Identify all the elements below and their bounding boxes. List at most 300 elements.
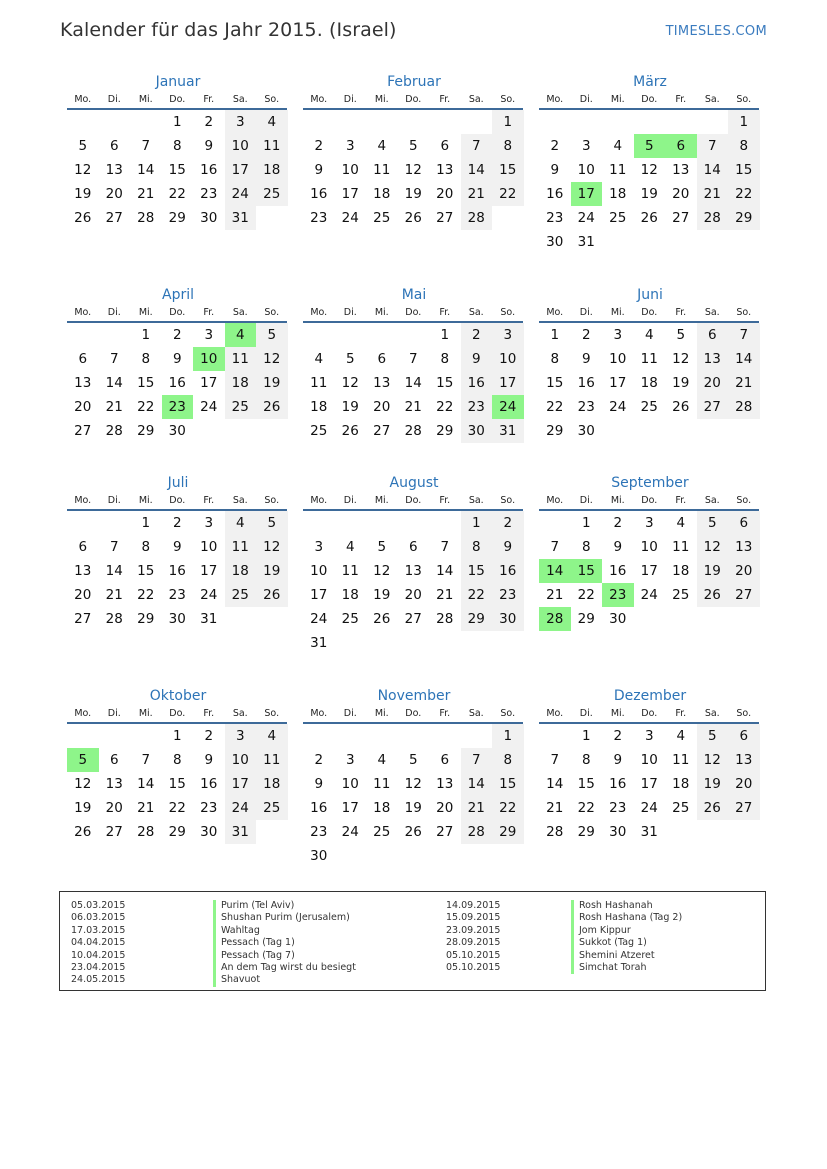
day-cell: 23 bbox=[461, 395, 493, 419]
weekday-label: Di. bbox=[343, 495, 357, 506]
day-cell: 5 bbox=[676, 327, 686, 343]
day-cell: 25 bbox=[672, 587, 690, 603]
holiday-day-cell: 17 bbox=[571, 182, 603, 206]
day-cell: 5 bbox=[408, 752, 418, 768]
day-cell: 30 bbox=[461, 419, 493, 443]
day-cell: 4 bbox=[676, 515, 686, 531]
day-cell: 3 bbox=[345, 138, 355, 154]
day-cell: 2 bbox=[461, 323, 493, 347]
weekday-header bbox=[67, 92, 289, 108]
day-cell: 25 bbox=[225, 583, 257, 607]
day-cell: 19 bbox=[373, 587, 391, 603]
weekday-label: Mo. bbox=[546, 495, 564, 506]
day-cell: 25 bbox=[256, 182, 288, 206]
weekday-label: So. bbox=[500, 495, 516, 506]
day-cell: 13 bbox=[74, 375, 92, 391]
day-cell: 6 bbox=[109, 138, 119, 154]
weekday-label: Fr. bbox=[675, 94, 687, 105]
day-cell: 1 bbox=[492, 724, 524, 748]
holiday-date: 04.04.2015 bbox=[71, 937, 126, 949]
day-cell: 8 bbox=[492, 134, 524, 158]
day-cell: 29 bbox=[137, 423, 155, 439]
weekday-label: Fr. bbox=[439, 708, 451, 719]
day-cell: 17 bbox=[640, 776, 658, 792]
day-cell: 1 bbox=[172, 114, 182, 130]
day-cell: 9 bbox=[492, 535, 524, 559]
weekday-label: Mi. bbox=[610, 94, 625, 105]
day-cell: 25 bbox=[310, 423, 328, 439]
day-cell: 25 bbox=[373, 824, 391, 840]
day-cell: 16 bbox=[577, 375, 595, 391]
day-cell: 24 bbox=[200, 399, 218, 415]
day-cell: 20 bbox=[697, 371, 729, 395]
day-cell: 11 bbox=[256, 748, 288, 772]
holiday-name: Sukkot (Tag 1) bbox=[571, 937, 682, 949]
day-cell: 2 bbox=[492, 511, 524, 535]
day-cell: 4 bbox=[676, 728, 686, 744]
day-cell: 3 bbox=[613, 327, 623, 343]
holiday-date: 17.03.2015 bbox=[71, 924, 126, 936]
day-cell: 13 bbox=[373, 375, 391, 391]
weekday-label: So. bbox=[736, 307, 752, 318]
day-cell: 3 bbox=[204, 327, 214, 343]
day-cell: 17 bbox=[200, 375, 218, 391]
day-cell: 5 bbox=[697, 724, 729, 748]
day-cell: 18 bbox=[373, 186, 391, 202]
day-cell: 12 bbox=[640, 162, 658, 178]
month-name: November bbox=[377, 688, 451, 704]
day-cell: 27 bbox=[728, 583, 760, 607]
weekday-label: So. bbox=[264, 495, 280, 506]
day-cell: 4 bbox=[377, 138, 387, 154]
day-cell: 27 bbox=[436, 210, 454, 226]
day-cell: 2 bbox=[581, 327, 591, 343]
weekday-label: So. bbox=[264, 307, 280, 318]
weekday-label: Do. bbox=[641, 307, 658, 318]
day-cell: 5 bbox=[345, 351, 355, 367]
day-cell: 3 bbox=[644, 728, 654, 744]
holiday-day-cell: 4 bbox=[225, 323, 257, 347]
weekday-header bbox=[303, 493, 525, 509]
day-cell: 26 bbox=[697, 796, 729, 820]
day-cell: 27 bbox=[105, 824, 123, 840]
day-cell: 2 bbox=[172, 327, 182, 343]
day-cell: 30 bbox=[546, 234, 564, 250]
day-cell: 20 bbox=[436, 186, 454, 202]
day-cell: 19 bbox=[697, 772, 729, 796]
day-cell: 28 bbox=[404, 423, 422, 439]
day-cell: 23 bbox=[546, 210, 564, 226]
day-cell: 11 bbox=[341, 563, 359, 579]
day-cell: 17 bbox=[492, 371, 524, 395]
day-cell: 22 bbox=[577, 587, 595, 603]
day-cell: 8 bbox=[172, 138, 182, 154]
day-cell: 17 bbox=[640, 563, 658, 579]
weekday-label: So. bbox=[500, 94, 516, 105]
day-cell: 27 bbox=[672, 210, 690, 226]
weekday-label: Sa. bbox=[468, 708, 484, 719]
day-cell: 19 bbox=[74, 800, 92, 816]
day-cell: 6 bbox=[728, 511, 760, 535]
month-name: Februar bbox=[387, 74, 441, 90]
day-cell: 13 bbox=[105, 776, 123, 792]
holiday-date: 14.09.2015 bbox=[446, 900, 501, 911]
month-name: September bbox=[611, 475, 689, 491]
holiday-day-cell: 14 bbox=[539, 559, 571, 583]
day-cell: 25 bbox=[341, 611, 359, 627]
day-cell: 26 bbox=[256, 395, 288, 419]
day-cell: 16 bbox=[609, 776, 627, 792]
day-cell: 19 bbox=[404, 186, 422, 202]
day-cell: 29 bbox=[137, 611, 155, 627]
day-cell: 13 bbox=[728, 535, 760, 559]
day-cell: 8 bbox=[141, 351, 151, 367]
day-cell: 21 bbox=[137, 186, 155, 202]
day-cell: 9 bbox=[550, 162, 560, 178]
holiday-day-cell: 10 bbox=[193, 347, 225, 371]
weekday-label: Di. bbox=[343, 94, 357, 105]
holiday-day-cell: 24 bbox=[492, 395, 524, 419]
day-cell: 29 bbox=[546, 423, 564, 439]
weekday-label: Fr. bbox=[675, 708, 687, 719]
day-cell: 9 bbox=[314, 776, 324, 792]
day-cell: 6 bbox=[78, 539, 88, 555]
day-cell: 24 bbox=[341, 210, 359, 226]
day-cell: 9 bbox=[172, 351, 182, 367]
day-cell: 14 bbox=[436, 563, 454, 579]
holiday-day-cell: 6 bbox=[665, 134, 697, 158]
month-name: Juli bbox=[167, 475, 189, 491]
day-cell: 22 bbox=[546, 399, 564, 415]
month-divider bbox=[303, 722, 523, 724]
day-cell: 30 bbox=[609, 611, 627, 627]
day-cell: 22 bbox=[168, 800, 186, 816]
day-cell: 10 bbox=[640, 752, 658, 768]
day-cell: 13 bbox=[436, 776, 454, 792]
day-cell: 7 bbox=[550, 539, 560, 555]
weekday-label: Sa. bbox=[232, 495, 248, 506]
day-cell: 24 bbox=[225, 182, 257, 206]
day-cell: 13 bbox=[697, 347, 729, 371]
day-cell: 4 bbox=[613, 138, 623, 154]
day-cell: 3 bbox=[345, 752, 355, 768]
weekday-header bbox=[67, 706, 289, 722]
day-cell: 31 bbox=[577, 234, 595, 250]
day-cell: 28 bbox=[461, 820, 493, 844]
day-cell: 1 bbox=[581, 515, 591, 531]
day-cell: 17 bbox=[609, 375, 627, 391]
day-cell: 29 bbox=[436, 423, 454, 439]
day-cell: 19 bbox=[672, 375, 690, 391]
day-cell: 31 bbox=[492, 419, 524, 443]
day-cell: 24 bbox=[640, 587, 658, 603]
day-cell: 20 bbox=[105, 800, 123, 816]
day-cell: 1 bbox=[461, 511, 493, 535]
day-cell: 13 bbox=[728, 748, 760, 772]
day-cell: 22 bbox=[168, 186, 186, 202]
weekday-label: So. bbox=[500, 307, 516, 318]
day-cell: 1 bbox=[550, 327, 560, 343]
weekday-header bbox=[303, 92, 525, 108]
day-cell: 28 bbox=[728, 395, 760, 419]
day-cell: 2 bbox=[613, 515, 623, 531]
day-cell: 28 bbox=[697, 206, 729, 230]
holiday-dates-right bbox=[446, 900, 500, 974]
day-cell: 27 bbox=[728, 796, 760, 820]
day-cell: 21 bbox=[137, 800, 155, 816]
day-cell: 18 bbox=[310, 399, 328, 415]
weekday-label: Mo. bbox=[546, 307, 564, 318]
day-cell: 17 bbox=[341, 186, 359, 202]
day-cell: 14 bbox=[461, 772, 493, 796]
day-cell: 24 bbox=[310, 611, 328, 627]
day-cell: 22 bbox=[436, 399, 454, 415]
day-cell: 7 bbox=[550, 752, 560, 768]
day-cell: 8 bbox=[141, 539, 151, 555]
month-name: Oktober bbox=[149, 688, 207, 704]
day-cell: 10 bbox=[492, 347, 524, 371]
day-cell: 6 bbox=[697, 323, 729, 347]
day-cell: 15 bbox=[137, 563, 155, 579]
day-cell: 7 bbox=[109, 351, 119, 367]
day-cell: 28 bbox=[461, 206, 493, 230]
weekday-label: Do. bbox=[169, 708, 186, 719]
day-cell: 7 bbox=[408, 351, 418, 367]
day-cell: 12 bbox=[404, 162, 422, 178]
day-cell: 14 bbox=[461, 158, 493, 182]
day-cell: 26 bbox=[404, 824, 422, 840]
holiday-date: 23.04.2015 bbox=[71, 961, 126, 973]
day-cell: 13 bbox=[436, 162, 454, 178]
day-cell: 24 bbox=[225, 796, 257, 820]
day-cell: 5 bbox=[256, 511, 288, 535]
weekday-label: Mi. bbox=[610, 307, 625, 318]
day-cell: 5 bbox=[697, 511, 729, 535]
site-link[interactable]: TIMESLES.COM bbox=[665, 24, 767, 39]
weekday-label: Di. bbox=[579, 94, 593, 105]
month-name: Januar bbox=[155, 74, 201, 90]
weekday-label: Mo. bbox=[546, 708, 564, 719]
day-cell: 21 bbox=[546, 587, 564, 603]
holiday-date: 15.09.2015 bbox=[446, 912, 501, 924]
weekday-label: Mi. bbox=[374, 495, 389, 506]
weekday-label: Mi. bbox=[610, 708, 625, 719]
page-title: Kalender für das Jahr 2015. (Israel) bbox=[60, 19, 397, 41]
day-cell: 15 bbox=[577, 776, 595, 792]
day-cell: 11 bbox=[225, 347, 257, 371]
day-cell: 5 bbox=[408, 138, 418, 154]
day-cell: 6 bbox=[78, 351, 88, 367]
day-cell: 18 bbox=[672, 776, 690, 792]
day-cell: 10 bbox=[200, 539, 218, 555]
day-cell: 6 bbox=[377, 351, 387, 367]
day-cell: 21 bbox=[436, 587, 454, 603]
day-cell: 28 bbox=[137, 210, 155, 226]
day-cell: 19 bbox=[256, 371, 288, 395]
day-cell: 12 bbox=[672, 351, 690, 367]
day-cell: 13 bbox=[74, 563, 92, 579]
day-cell: 28 bbox=[137, 824, 155, 840]
weekday-label: Di. bbox=[579, 307, 593, 318]
weekday-label: Fr. bbox=[675, 495, 687, 506]
day-cell: 24 bbox=[341, 824, 359, 840]
day-cell: 16 bbox=[168, 375, 186, 391]
day-cell: 16 bbox=[310, 800, 328, 816]
day-cell: 25 bbox=[256, 796, 288, 820]
day-cell: 11 bbox=[672, 752, 690, 768]
weekday-label: Mi. bbox=[374, 307, 389, 318]
day-cell: 4 bbox=[256, 724, 288, 748]
weekday-label: Mo. bbox=[74, 94, 92, 105]
day-cell: 27 bbox=[105, 210, 123, 226]
holiday-date: 23.09.2015 bbox=[446, 924, 501, 936]
day-cell: 15 bbox=[168, 776, 186, 792]
weekday-header bbox=[303, 305, 525, 321]
day-cell: 9 bbox=[581, 351, 591, 367]
day-cell: 12 bbox=[404, 776, 422, 792]
day-cell: 30 bbox=[168, 423, 186, 439]
day-cell: 8 bbox=[581, 539, 591, 555]
weekday-header bbox=[303, 706, 525, 722]
day-cell: 1 bbox=[141, 515, 151, 531]
day-cell: 2 bbox=[204, 114, 214, 130]
day-cell: 25 bbox=[609, 210, 627, 226]
day-cell: 10 bbox=[341, 162, 359, 178]
day-cell: 5 bbox=[256, 323, 288, 347]
day-cell: 4 bbox=[377, 752, 387, 768]
day-cell: 10 bbox=[341, 776, 359, 792]
holiday-names-left bbox=[213, 900, 356, 987]
day-cell: 21 bbox=[461, 182, 493, 206]
holiday-legend bbox=[59, 891, 766, 991]
weekday-label: Do. bbox=[405, 94, 422, 105]
day-cell: 2 bbox=[314, 752, 324, 768]
day-cell: 18 bbox=[256, 158, 288, 182]
day-cell: 6 bbox=[728, 724, 760, 748]
holiday-name: Rosh Hashana (Tag 2) bbox=[571, 912, 682, 924]
day-cell: 26 bbox=[341, 423, 359, 439]
weekday-header bbox=[67, 493, 289, 509]
day-cell: 26 bbox=[672, 399, 690, 415]
day-cell: 13 bbox=[105, 162, 123, 178]
weekday-label: Di. bbox=[107, 307, 121, 318]
day-cell: 30 bbox=[200, 210, 218, 226]
day-cell: 14 bbox=[105, 375, 123, 391]
month-name: August bbox=[389, 475, 439, 491]
holiday-date: 24.05.2015 bbox=[71, 974, 126, 986]
day-cell: 12 bbox=[697, 748, 729, 772]
day-cell: 11 bbox=[225, 535, 257, 559]
weekday-label: Sa. bbox=[468, 307, 484, 318]
day-cell: 16 bbox=[492, 559, 524, 583]
month-name: Dezember bbox=[613, 688, 687, 704]
day-cell: 2 bbox=[550, 138, 560, 154]
day-cell: 10 bbox=[225, 748, 257, 772]
weekday-label: Mi. bbox=[138, 495, 153, 506]
day-cell: 16 bbox=[200, 776, 218, 792]
day-cell: 20 bbox=[728, 559, 760, 583]
weekday-label: Fr. bbox=[203, 307, 215, 318]
day-cell: 30 bbox=[168, 611, 186, 627]
day-cell: 20 bbox=[728, 772, 760, 796]
day-cell: 3 bbox=[644, 515, 654, 531]
weekday-label: Sa. bbox=[704, 495, 720, 506]
day-cell: 9 bbox=[172, 539, 182, 555]
month-divider bbox=[539, 108, 759, 110]
day-cell: 9 bbox=[204, 752, 214, 768]
day-cell: 10 bbox=[609, 351, 627, 367]
day-cell: 18 bbox=[225, 371, 257, 395]
holiday-date: 05.03.2015 bbox=[71, 900, 126, 911]
day-cell: 25 bbox=[225, 395, 257, 419]
weekday-label: Fr. bbox=[203, 495, 215, 506]
day-cell: 20 bbox=[105, 186, 123, 202]
holiday-date: 06.03.2015 bbox=[71, 912, 126, 924]
day-cell: 11 bbox=[609, 162, 627, 178]
day-cell: 20 bbox=[373, 399, 391, 415]
day-cell: 18 bbox=[640, 375, 658, 391]
day-cell: 28 bbox=[105, 423, 123, 439]
weekday-label: Do. bbox=[641, 495, 658, 506]
weekday-label: Mi. bbox=[138, 708, 153, 719]
day-cell: 6 bbox=[408, 539, 418, 555]
day-cell: 9 bbox=[613, 752, 623, 768]
day-cell: 12 bbox=[341, 375, 359, 391]
day-cell: 27 bbox=[404, 611, 422, 627]
day-cell: 6 bbox=[440, 138, 450, 154]
weekday-label: So. bbox=[736, 94, 752, 105]
weekday-label: Mi. bbox=[138, 94, 153, 105]
day-cell: 11 bbox=[672, 539, 690, 555]
day-cell: 7 bbox=[697, 134, 729, 158]
day-cell: 25 bbox=[373, 210, 391, 226]
day-cell: 14 bbox=[137, 162, 155, 178]
day-cell: 23 bbox=[168, 587, 186, 603]
day-cell: 23 bbox=[310, 210, 328, 226]
day-cell: 21 bbox=[105, 399, 123, 415]
day-cell: 18 bbox=[672, 563, 690, 579]
holiday-day-cell: 15 bbox=[571, 559, 603, 583]
weekday-label: Sa. bbox=[468, 495, 484, 506]
day-cell: 23 bbox=[200, 186, 218, 202]
day-cell: 20 bbox=[672, 186, 690, 202]
day-cell: 11 bbox=[373, 776, 391, 792]
weekday-label: Di. bbox=[579, 495, 593, 506]
day-cell: 31 bbox=[225, 820, 257, 844]
day-cell: 27 bbox=[697, 395, 729, 419]
day-cell: 4 bbox=[644, 327, 654, 343]
day-cell: 17 bbox=[310, 587, 328, 603]
holiday-name: An dem Tag wirst du besiegt bbox=[213, 962, 356, 974]
day-cell: 8 bbox=[461, 535, 493, 559]
day-cell: 17 bbox=[225, 772, 257, 796]
day-cell: 2 bbox=[613, 728, 623, 744]
day-cell: 26 bbox=[256, 583, 288, 607]
day-cell: 15 bbox=[492, 772, 524, 796]
weekday-label: Mo. bbox=[310, 495, 328, 506]
weekday-header bbox=[67, 305, 289, 321]
weekday-label: Mi. bbox=[374, 94, 389, 105]
day-cell: 29 bbox=[492, 820, 524, 844]
day-cell: 12 bbox=[373, 563, 391, 579]
day-cell: 2 bbox=[314, 138, 324, 154]
weekday-label: Do. bbox=[405, 495, 422, 506]
day-cell: 21 bbox=[697, 182, 729, 206]
day-cell: 15 bbox=[728, 158, 760, 182]
day-cell: 5 bbox=[78, 138, 88, 154]
day-cell: 19 bbox=[404, 800, 422, 816]
day-cell: 3 bbox=[225, 724, 257, 748]
